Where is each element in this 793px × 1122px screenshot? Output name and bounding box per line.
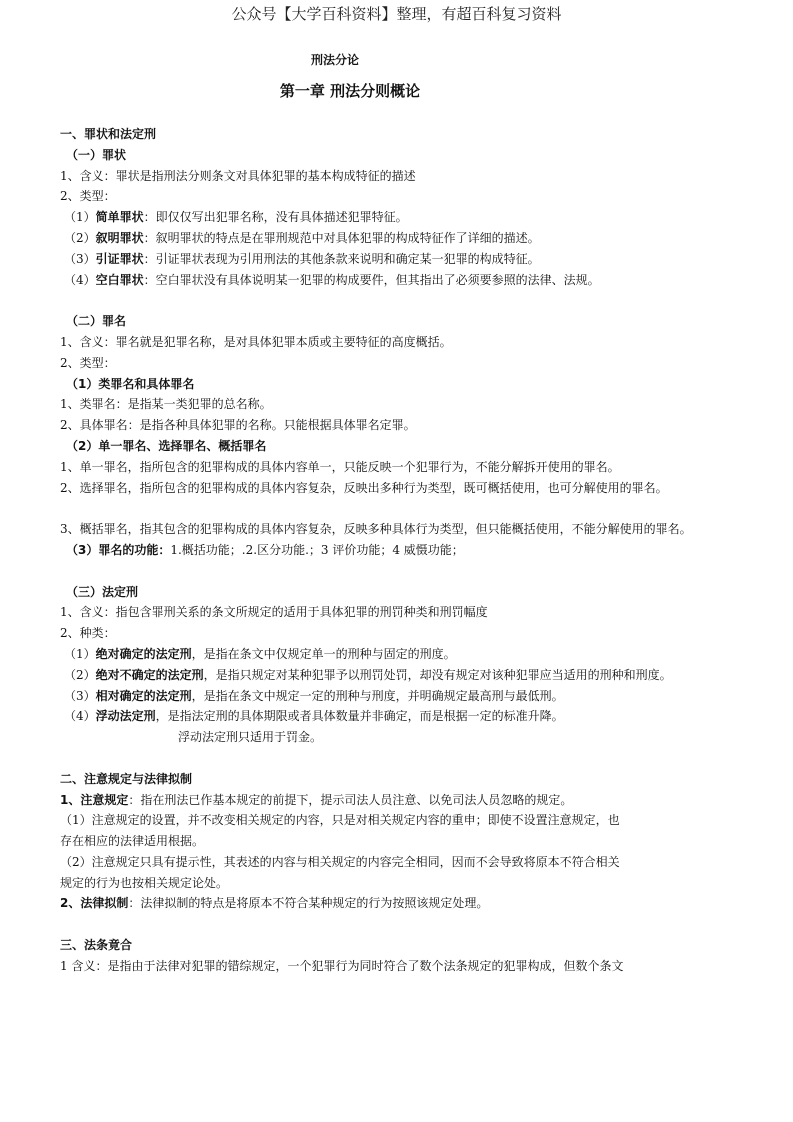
paragraph: 2、选择罪名，指所包含的犯罪构成的具体内容复杂，反映出多种行为类型，既可概括使用，也可分解使用的罪名。 (60, 480, 668, 495)
spacer (60, 561, 775, 582)
item-text: ，是指在条文中仅规定单一的刑种与固定的刑度。 (191, 646, 456, 661)
term: 浮动法定刑 (95, 709, 156, 724)
item-text: ：空白罪状没有具体说明某一犯罪的构成要件，但其指出了必须要参照的法律、法规。 (143, 272, 600, 287)
item-text: ，是指法定刑的具体期限或者具体数量并非确定，而是根据一定的标准升降。 (155, 709, 564, 724)
paragraph: 2、类型： (60, 189, 116, 204)
paragraph: 1、含义：罪状是指刑法分则条文对具体犯罪的基本构成特征的描述 (60, 168, 416, 183)
page-header: 公众号【大学百科资料】整理，有超百科复习资料 (231, 5, 562, 23)
term: 绝对不确定的法定刑 (95, 667, 204, 682)
list-item (60, 644, 775, 665)
item-label: （3） (64, 251, 96, 266)
term: 简单罪状 (95, 210, 144, 225)
spacer (60, 748, 775, 769)
item-text: ：引证罪状表现为引用刑法的其他条款来说明和确定某一犯罪的构成特征。 (143, 251, 540, 266)
paragraph: 1、含义：罪名就是犯罪名称，是对具体犯罪本质或主要特征的高度概括。 (60, 334, 452, 349)
term: 绝对确定的法定刑 (95, 646, 192, 661)
term: （3）罪名的功能： (66, 542, 171, 557)
item-label: （1） (64, 210, 96, 225)
paragraph (60, 790, 775, 811)
paragraph: 2、具体罪名：是指各种具体犯罪的名称。只能根据具体罪名定罪。 (60, 418, 416, 433)
term: 引证罪状 (95, 251, 144, 266)
item-text: 1.概括功能；.2.区分功能.；3 评价功能；4 威慑功能； (170, 542, 464, 557)
item-text: ：法律拟制的特点是将原本不符合某种规定的行为按照该规定处理。 (128, 896, 489, 911)
spacer (60, 498, 775, 519)
item-label: （4） (64, 272, 96, 287)
item-label: （3） (64, 688, 96, 703)
chapter-title: 第一章 刑法分则概论 (279, 82, 421, 100)
item-text: ：即仅仅写出犯罪名称，没有具体描述犯罪特征。 (143, 210, 408, 225)
paragraph: 2、类型： (60, 355, 116, 370)
list-item (60, 228, 775, 249)
term: 空白罪状 (95, 272, 144, 287)
item-text: ：指在刑法已作基本规定的前提下，提示司法人员注意、以免司法人员忽略的规定。 (128, 792, 573, 807)
term: 2、法律拟制 (60, 896, 129, 911)
paragraph: （1）注意规定的设置，并不改变相关规定的内容，只是对相关规定内容的重申；即使不设置注意规定，也 (60, 813, 620, 828)
subsection-heading: （一）罪状 (66, 147, 127, 162)
item-text: ：叙明罪状的特点是在罪刑规范中对具体犯罪的构成特征作了详细的描述。 (143, 230, 540, 245)
list-item (60, 665, 775, 686)
term: 1、注意规定 (60, 792, 129, 807)
spacer (60, 914, 775, 935)
item-text: ，是指在条文中规定一定的刑种与刑度，并明确规定最高刑与最低刑。 (191, 688, 564, 703)
list-item (60, 249, 775, 270)
list-item (60, 706, 775, 727)
paragraph: 1、含义：指包含罪刑关系的条文所规定的适用于具体犯罪的刑罚种类和刑罚幅度 (60, 605, 488, 620)
section-heading: 三、法条竟合 (60, 938, 133, 953)
paragraph: 存在相应的法律适用根据。 (60, 834, 205, 849)
paragraph: 1、类罪名：是指某一类犯罪的总名称。 (60, 397, 272, 412)
item-label: （2） (64, 667, 96, 682)
item-label: （4） (64, 709, 96, 724)
item-label: （2） (64, 230, 96, 245)
paragraph: 1、单一罪名，指所包含的犯罪构成的具体内容单一，只能反映一个犯罪行为，不能分解拆开使用的罪名。 (60, 459, 620, 474)
spacer (60, 290, 775, 311)
paragraph: （2）注意规定只具有提示性，其表述的内容与相关规定的内容完全相同，因而不会导致将原本不符合相关 (60, 854, 620, 869)
section-heading: 一、罪状和法定刑 (60, 127, 157, 141)
subsection-heading: （三）法定刑 (66, 584, 139, 599)
term: 叙明罪状 (95, 230, 144, 245)
paragraph: 规定的行为也按相关规定论处。 (60, 875, 229, 890)
item-text: ，是指只规定对某种犯罪予以刑罚处罚，却没有规定对该种犯罪应当适用的刑种和刑度。 (203, 667, 672, 682)
subsection-heading: （二）罪名 (66, 314, 127, 329)
paragraph: 浮动法定刑只适用于罚金。 (178, 730, 323, 745)
document-title: 刑法分论 (310, 53, 359, 67)
paragraph: 3、概括罪名，指其包含的犯罪构成的具体内容复杂，反映多种具体行为类型，但只能概括使用，不能分解使用的罪名。 (60, 522, 692, 537)
list-item (60, 270, 775, 291)
item-label: （1） (64, 646, 96, 661)
term: 相对确定的法定刑 (95, 688, 192, 703)
paragraph (60, 540, 775, 561)
section-heading: 二、注意规定与法律拟制 (60, 771, 193, 786)
paragraph: 2、种类： (60, 626, 116, 641)
paragraph: 1 含义：是指由于法律对犯罪的错综规定，一个犯罪行为同时符合了数个法条规定的犯罪构成，但数个条文 (60, 958, 624, 973)
document-body (60, 124, 775, 977)
list-item (60, 207, 775, 228)
subsection-heading: （1）类罪名和具体罪名 (66, 376, 195, 391)
subsection-heading: （2）单一罪名、选择罪名、概括罪名 (66, 438, 267, 453)
paragraph (60, 893, 775, 914)
list-item (60, 686, 775, 707)
